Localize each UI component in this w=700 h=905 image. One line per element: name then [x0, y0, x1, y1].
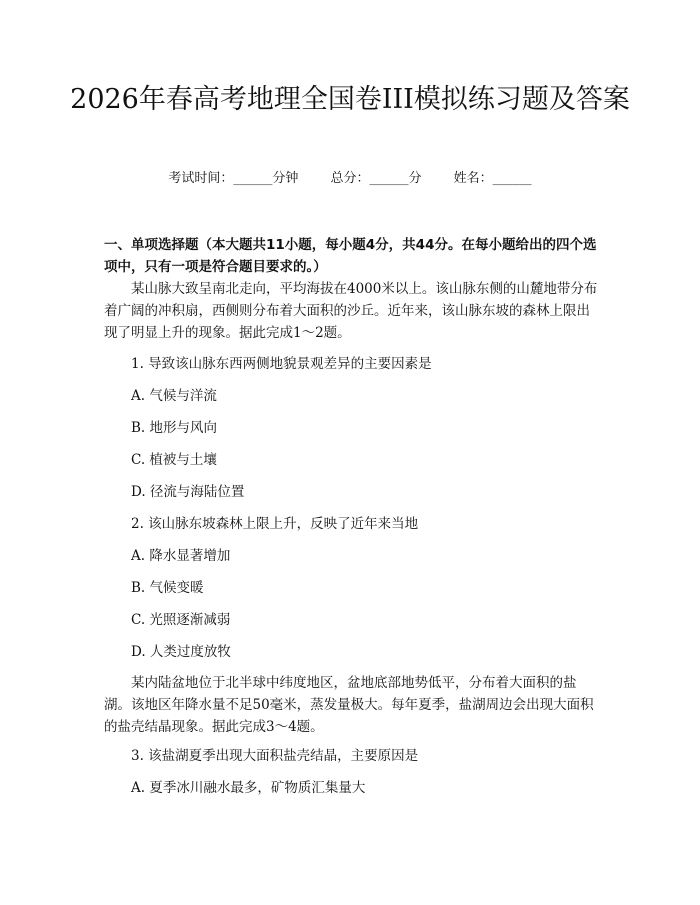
name-field: 姓名：______ [453, 171, 532, 186]
passage-2: 某内陆盆地位于北半球中纬度地区，盆地底部地势低平，分布着大面积的盐湖。该地区年降水量不足50毫米，蒸发量极大。每年夏季，盐湖周边会出现大面积的盐壳结晶现象。据此完成3～4题。 [104, 675, 594, 735]
question-1-option-c: C. 植被与土壤 [131, 452, 217, 468]
question-3-option-a: A. 夏季冰川融水最多，矿物质汇集量大 [131, 780, 366, 796]
question-2-option-c: C. 光照逐渐减弱 [131, 612, 231, 628]
question-1-option-d: D. 径流与海陆位置 [131, 484, 245, 500]
question-1-stem: 1. 导致该山脉东西两侧地貌景观差异的主要因素是 [131, 356, 432, 372]
question-2-option-d: D. 人类过度放牧 [131, 644, 231, 660]
question-1-option-a: A. 气候与洋流 [131, 388, 217, 404]
exam-time-field: 考试时间：______分钟 [168, 171, 299, 186]
total-score-field: 总分：______分 [330, 171, 422, 186]
question-3-stem: 3. 该盐湖夏季出现大面积盐壳结晶，主要原因是 [131, 748, 419, 764]
exam-info [0, 170, 700, 188]
question-2-option-b: B. 气候变暖 [131, 580, 204, 596]
question-2-stem: 2. 该山脉东坡森林上限上升，反映了近年来当地 [131, 516, 419, 532]
passage-1: 某山脉大致呈南北走向，平均海拔在4000米以上。该山脉东侧的山麓地带分布着广阔的冲积扇，西侧则分布着大面积的沙丘。近年来，该山脉东坡的森林上限出现了明显上升的现象。据此完成1～2题。 [104, 281, 598, 341]
question-2-option-a: A. 降水显著增加 [131, 548, 231, 564]
page-title: 2026年春高考地理全国卷III模拟练习题及答案 [70, 84, 630, 115]
question-1-option-b: B. 地形与风向 [131, 420, 218, 436]
section-heading: 一、单项选择题（本大题共11小题，每小题4分，共44分。在每小题给出的四个选项中，只有一项是符合题目要求的。） [104, 237, 597, 275]
